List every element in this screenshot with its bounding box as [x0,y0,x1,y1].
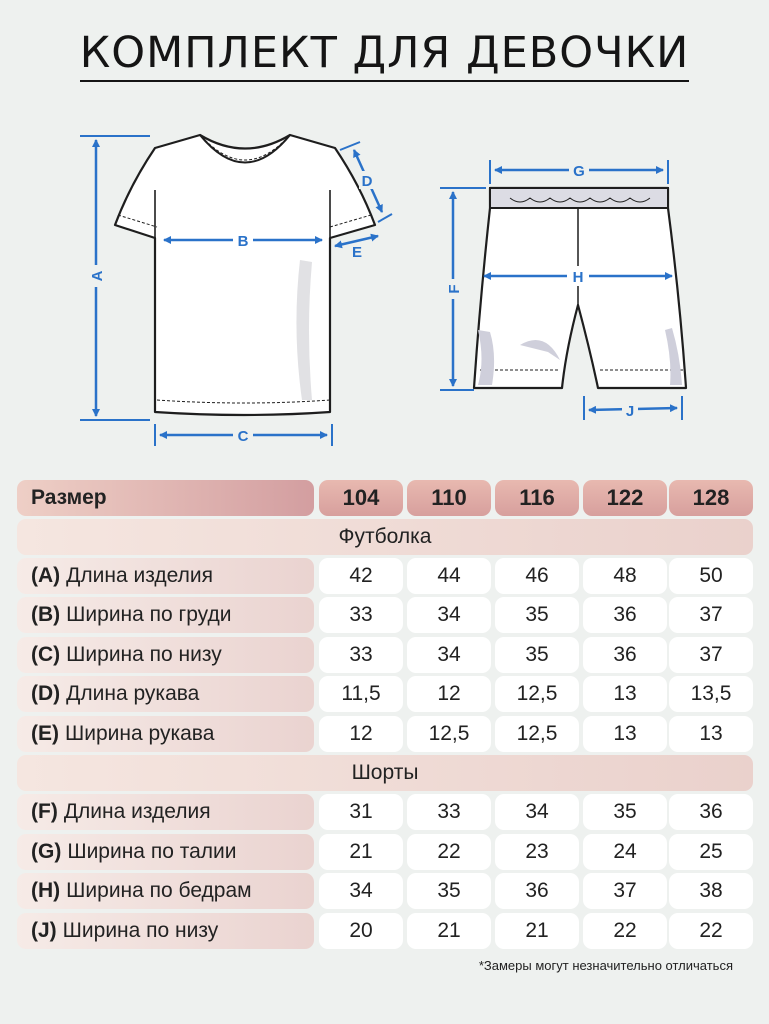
table-cell: 22 [407,834,491,870]
row-code: (C) [31,643,61,666]
dim-label-f: F [446,284,463,294]
footnote: *Замеры могут незначительно отличаться [478,958,733,973]
dim-label-c: C [237,428,249,445]
row-label [17,676,314,712]
table-cell: 50 [669,558,753,594]
row-name: Ширина рукава [65,722,215,745]
section-tshirt [17,519,753,555]
table-row [17,558,753,594]
table-cell: 35 [583,794,667,830]
row-code: (B) [31,603,61,626]
shorts-drawing [474,188,686,388]
table-cell: 21 [319,834,403,870]
table-row [17,597,753,633]
table-cell: 21 [495,913,579,949]
row-code: (A) [31,564,61,587]
row-name: Ширина по бедрам [66,879,252,902]
page-title: КОМПЛЕКТ ДЛЯ ДЕВОЧКИ [0,28,769,78]
row-code: (J) [31,919,57,942]
size-diagram [0,0,769,460]
table-cell: 24 [583,834,667,870]
table-cell: 34 [407,597,491,633]
row-code: (E) [31,722,59,745]
table-cell: 33 [319,637,403,673]
row-name: Длина изделия [66,564,213,587]
header-label: Размер [17,480,314,516]
row-label [17,637,314,673]
table-row [17,834,753,870]
table-cell: 12,5 [495,676,579,712]
table-cell: 48 [583,558,667,594]
section-title: Шорты [17,755,753,791]
dim-label-j: J [625,403,635,420]
dim-label-e: E [351,244,363,261]
table-cell: 13,5 [669,676,753,712]
row-label [17,794,314,830]
row-name: Ширина по груди [66,603,232,626]
table-cell: 22 [583,913,667,949]
table-row [17,913,753,949]
tshirt-drawing [115,135,375,415]
table-cell: 34 [407,637,491,673]
table-cell: 31 [319,794,403,830]
table-cell: 35 [407,873,491,909]
table-cell: 37 [669,637,753,673]
table-cell: 36 [583,637,667,673]
section-title: Футболка [17,519,753,555]
table-header-row [17,480,753,516]
table-cell: 34 [495,794,579,830]
table-cell: 46 [495,558,579,594]
table-cell: 36 [495,873,579,909]
size-104: 104 [319,480,403,516]
table-cell: 22 [669,913,753,949]
table-cell: 33 [407,794,491,830]
table-row [17,637,753,673]
table-cell: 12 [407,676,491,712]
table-cell: 38 [669,873,753,909]
row-code: (G) [31,840,62,863]
row-label [17,873,314,909]
table-cell: 44 [407,558,491,594]
table-cell: 37 [669,597,753,633]
table-cell: 21 [407,913,491,949]
table-cell: 23 [495,834,579,870]
row-name: Ширина по низу [62,919,219,942]
table-row [17,716,753,752]
row-label [17,558,314,594]
table-cell: 33 [319,597,403,633]
size-122: 122 [583,480,667,516]
table-cell: 13 [583,676,667,712]
row-name: Ширина по талии [67,840,237,863]
row-label [17,597,314,633]
table-cell: 12 [319,716,403,752]
table-cell: 13 [583,716,667,752]
dim-label-a: A [89,270,106,282]
table-row [17,794,753,830]
row-code: (F) [31,800,58,823]
table-cell: 11,5 [319,676,403,712]
size-110: 110 [407,480,491,516]
table-cell: 37 [583,873,667,909]
row-name: Длина рукава [66,682,200,705]
section-shorts [17,755,753,791]
row-label [17,834,314,870]
dim-label-d: D [361,173,373,190]
size-116: 116 [495,480,579,516]
dim-label-b: B [237,233,249,250]
table-cell: 25 [669,834,753,870]
table-row [17,873,753,909]
table-cell: 36 [669,794,753,830]
table-row [17,676,753,712]
row-name: Длина изделия [63,800,211,823]
table-cell: 36 [583,597,667,633]
table-cell: 35 [495,637,579,673]
row-label [17,716,314,752]
table-cell: 42 [319,558,403,594]
table-cell: 13 [669,716,753,752]
size-128: 128 [669,480,753,516]
table-cell: 12,5 [407,716,491,752]
row-code: (D) [31,682,61,705]
row-label [17,913,314,949]
table-cell: 12,5 [495,716,579,752]
table-cell: 35 [495,597,579,633]
table-cell: 20 [319,913,403,949]
table-cell: 34 [319,873,403,909]
row-name: Ширина по низу [66,643,222,666]
row-code: (H) [31,879,61,902]
dim-label-h: H [572,269,584,286]
dim-label-g: G [573,163,585,180]
